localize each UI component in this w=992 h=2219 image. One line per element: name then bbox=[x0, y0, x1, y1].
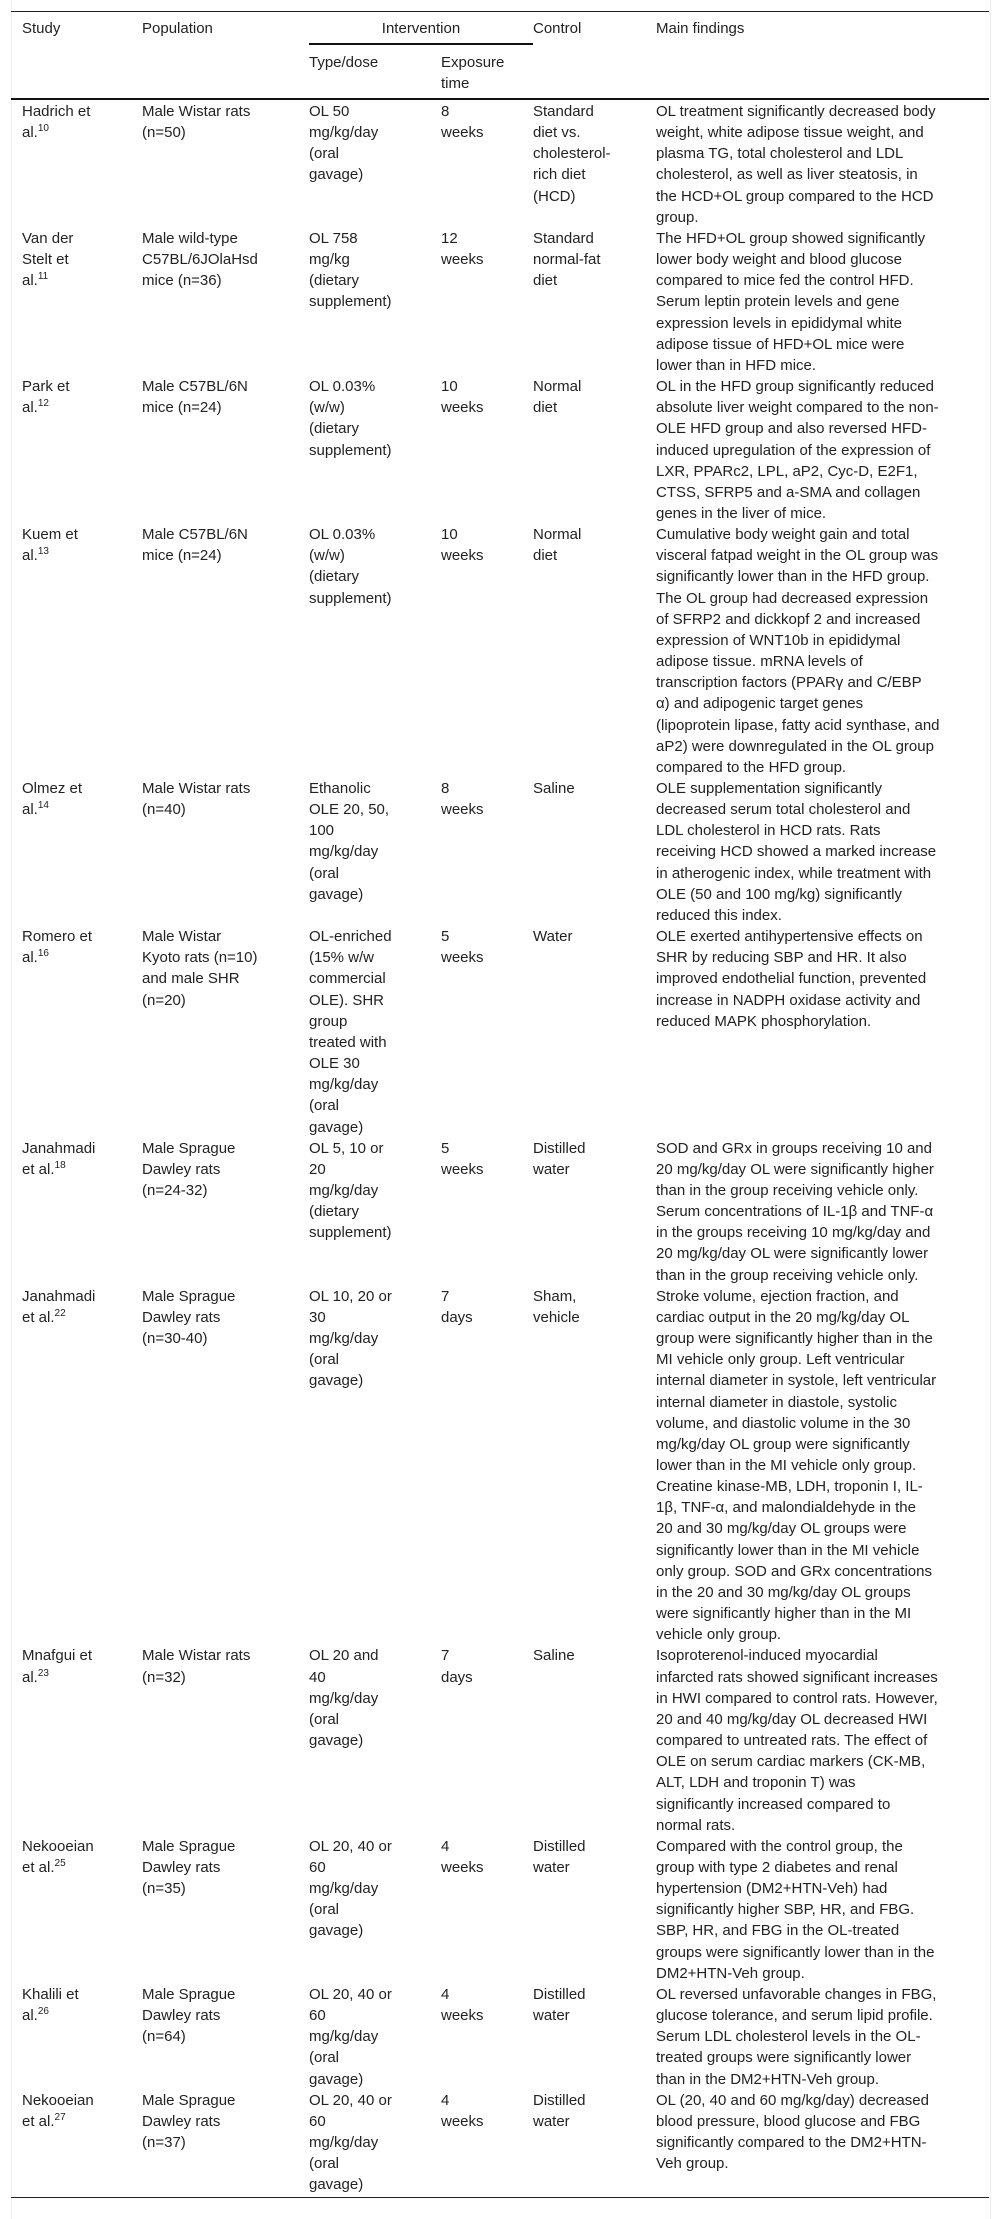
population-cell: Male Sprague Dawley rats (n=24-32) bbox=[142, 1139, 236, 1199]
study-cell bbox=[11, 926, 142, 1138]
study-cell bbox=[11, 1645, 142, 1835]
population-cell: Male Wistar Kyoto rats (n=10) and male SHR (n=20) bbox=[142, 928, 258, 1009]
table-row bbox=[11, 1836, 989, 1984]
type-dose-cell: OL 20, 40 or 60 mg/kg/day (oral gavage) bbox=[309, 2091, 392, 2194]
study-name: Nekooeian et al. bbox=[22, 1837, 94, 1876]
main-findings-cell: Compared with the control group, the group with type 2 diabetes and renal hypertension (DM2+HTN-Veh) had significantly higher SBP, HR, and FBG. SBP, HR, and FBG in the OL-treated groups were significantly lower than in the DM2+HTN-Veh group. bbox=[656, 1837, 935, 1982]
main-findings-cell: OLE supplementation significantly decreased serum total cholesterol and LDL cholesterol in HCD rats. Rats receiving HCD showed a marked increase in atherogenic index, while treatment with OLE (50 and 100 mg/kg) significantly reduced this index. bbox=[656, 780, 937, 924]
main-findings-cell: The HFD+OL group showed significantly lower body weight and blood glucose compared to mice fed the control HFD. Serum leptin protein levels and gene expression levels in epididymal white adipose tissue of HFD+OL mice were lower than in HFD mice. bbox=[656, 229, 926, 374]
intervention-rule bbox=[309, 43, 533, 45]
main-findings-cell: SOD and GRx in groups receiving 10 and 20 mg/kg/day OL were significantly higher than in the group receiving vehicle only. Serum concentrations of IL-1β and TNF-α in the groups receiving 10 mg/kg/day and 20 mg/kg/day OL were significantly lower than in the group receiving vehicle only. bbox=[656, 1139, 934, 1284]
study-cell bbox=[11, 101, 142, 228]
studies-table bbox=[11, 11, 989, 2198]
control-cell: Saline bbox=[533, 1647, 575, 1665]
reference-link[interactable]: 14 bbox=[37, 800, 49, 812]
control-cell: Standard normal-fat diet bbox=[533, 229, 601, 290]
population-cell: Male Sprague Dawley rats (n=64) bbox=[142, 1985, 236, 2046]
type-dose-cell: OL-enriched (15% w/w commercial OLE). SHR group treated with OLE 30 mg/kg/day (oral gavage) bbox=[309, 928, 392, 1136]
reference-link[interactable]: 23 bbox=[37, 1667, 49, 1679]
study-cell bbox=[11, 1286, 142, 1646]
control-cell: Distilled water bbox=[533, 2091, 586, 2130]
type-dose-cell: OL 10, 20 or 30 mg/kg/day (oral gavage) bbox=[309, 1287, 392, 1390]
reference-link[interactable]: 22 bbox=[54, 1307, 66, 1319]
type-dose-cell: OL 0.03% (w/w) (dietary supplement) bbox=[309, 378, 392, 459]
study-name: Mnafgui et al. bbox=[22, 1647, 93, 1686]
study-cell bbox=[11, 1984, 142, 2090]
study-name: Van der Stelt et al. bbox=[22, 229, 74, 290]
main-findings-cell: Stroke volume, ejection fraction, and cardiac output in the 20 mg/kg/day OL group were significantly higher than in the MI vehicle only group. Left ventricular internal diameter in systole, left ventricular internal diameter in diastole, systolic volume, and diastolic volume in the 30 mg/kg/day OL group were significantly lower than in the MI vehicle only group. Creatine kinase-MB, LDH, troponin I, IL- 1β, TNF-α, and malondialdehyde in the 20 and 30 mg/kg/day OL groups were significantly lower than in the MI vehicle only group. SOD and GRx concentrations in the 20 and 30 mg/kg/day OL groups were significantly higher than in the MI vehicle only group. bbox=[656, 1287, 937, 1644]
exposure-time-cell: 4 weeks bbox=[441, 1837, 484, 1876]
control-cell: Normal diet bbox=[533, 378, 582, 417]
study-cell bbox=[11, 2090, 142, 2196]
type-dose-cell: OL 758 mg/kg (dietary supplement) bbox=[309, 229, 392, 311]
reference-link[interactable]: 10 bbox=[37, 123, 49, 135]
population-cell: Male Sprague Dawley rats (n=35) bbox=[142, 1837, 236, 1898]
study-cell bbox=[11, 1138, 142, 1286]
main-findings-cell: OL (20, 40 and 60 mg/kg/day) decreased blood pressure, blood glucose and FBG significantly compared to the DM2+HTN- Veh group. bbox=[656, 2091, 929, 2173]
study-cell bbox=[11, 524, 142, 778]
control-cell: Water bbox=[533, 928, 573, 946]
header-population: Population bbox=[142, 20, 213, 37]
study-name: Khalili et al. bbox=[22, 1985, 79, 2025]
table-header bbox=[11, 12, 989, 100]
type-dose-cell: OL 20 and 40 mg/kg/day (oral gavage) bbox=[309, 1647, 379, 1750]
population-cell: Male Sprague Dawley rats (n=30-40) bbox=[142, 1287, 236, 1348]
table-row bbox=[11, 101, 989, 228]
study-cell bbox=[11, 228, 142, 376]
reference-link[interactable]: 11 bbox=[37, 271, 49, 283]
study-cell bbox=[11, 778, 142, 926]
study-name: Kuem et al. bbox=[22, 526, 78, 565]
exposure-time-cell: 8 weeks bbox=[441, 103, 484, 142]
study-cell bbox=[11, 376, 142, 524]
exposure-time-cell: 7 days bbox=[441, 1287, 473, 1326]
table-row bbox=[11, 1286, 989, 1646]
table-body bbox=[11, 100, 989, 2195]
reference-link[interactable]: 13 bbox=[37, 546, 49, 558]
population-cell: Male Wistar rats (n=50) bbox=[142, 103, 251, 142]
header-exposure-time: Exposure time bbox=[441, 54, 505, 92]
table-row bbox=[11, 1984, 989, 2090]
reference-link[interactable]: 12 bbox=[37, 398, 49, 410]
control-cell: Normal diet bbox=[533, 526, 582, 565]
header-intervention: Intervention bbox=[381, 20, 461, 37]
main-findings-cell: OL in the HFD group significantly reduced absolute liver weight compared to the non- OLE HFD group and also reversed HFD- induced upregulation of the expression of LXR, PPARc2, LPL, aP2, Cyc-D, E2F1, CTSS, SFRP5 and a-SMA and collagen genes in the liver of mice. bbox=[656, 378, 939, 522]
population-cell: Male C57BL/6N mice (n=24) bbox=[142, 526, 248, 565]
exposure-time-cell: 12 weeks bbox=[441, 229, 484, 269]
main-findings-cell: Cumulative body weight gain and total visceral fatpad weight in the OL group was significantly lower than in the HFD group. The OL group had decreased expression of SFRP2 and dickkopf 2 and increased expression of WNT10b in epididymal adipose tissue. mRNA levels of transcription factors (PPARγ and C/EBP α) and adipogenic target genes (lipoprotein lipase, fatty acid synthase, and aP2) were downregulated in the OL group compared to the HFD group. bbox=[656, 526, 940, 776]
main-findings-cell: Isoproterenol-induced myocardial infarcted rats showed significant increases in HWI compared to control rats. However, 20 and 40 mg/kg/day OL decreased HWI compared to untreated rats. The effect of OLE on serum cardiac markers (CK-MB, ALT, LDH and troponin T) was significantly increased compared to normal rats. bbox=[656, 1647, 938, 1834]
study-name: Park et al. bbox=[22, 378, 70, 417]
header-control: Control bbox=[533, 20, 582, 37]
table-row bbox=[11, 524, 989, 778]
table-row bbox=[11, 376, 989, 524]
exposure-time-cell: 4 weeks bbox=[441, 2091, 484, 2130]
control-cell: Standard diet vs. cholesterol- rich diet (HCD) bbox=[533, 103, 611, 205]
reference-link[interactable]: 18 bbox=[54, 1159, 66, 1171]
control-cell: Sham, vehicle bbox=[533, 1287, 580, 1326]
control-cell: Distilled water bbox=[533, 1837, 586, 1876]
reference-link[interactable]: 27 bbox=[54, 2111, 66, 2123]
header-study: Study bbox=[22, 20, 61, 37]
study-name: Janahmadi et al. bbox=[22, 1287, 96, 1326]
exposure-time-cell: 4 weeks bbox=[441, 1985, 484, 2025]
control-cell: Saline bbox=[533, 780, 575, 797]
exposure-time-cell: 8 weeks bbox=[441, 780, 484, 819]
control-cell: Distilled water bbox=[533, 1139, 586, 1178]
reference-link[interactable]: 26 bbox=[37, 2006, 49, 2018]
header-type-dose: Type/dose bbox=[309, 54, 379, 71]
main-findings-cell: OL reversed unfavorable changes in FBG, glucose tolerance, and serum lipid profile. Serum LDL cholesterol levels in the OL- treated groups were significantly lower than in the DM2+HTN-Veh group. bbox=[656, 1985, 937, 2088]
table-row bbox=[11, 778, 989, 926]
exposure-time-cell: 5 weeks bbox=[441, 928, 484, 967]
control-cell: Distilled water bbox=[533, 1985, 586, 2025]
reference-link[interactable]: 16 bbox=[37, 948, 49, 960]
study-name: Nekooeian et al. bbox=[22, 2091, 94, 2130]
reference-link[interactable]: 25 bbox=[54, 1857, 66, 1869]
exposure-time-cell: 10 weeks bbox=[441, 526, 484, 565]
type-dose-cell: OL 20, 40 or 60 mg/kg/day (oral gavage) bbox=[309, 1985, 392, 2088]
type-dose-cell: OL 5, 10 or 20 mg/kg/day (dietary supplement) bbox=[309, 1139, 392, 1242]
population-cell: Male Wistar rats (n=40) bbox=[142, 780, 251, 819]
type-dose-cell: OL 20, 40 or 60 mg/kg/day (oral gavage) bbox=[309, 1837, 392, 1940]
population-cell: Male C57BL/6N mice (n=24) bbox=[142, 378, 248, 417]
type-dose-cell: OL 50 mg/kg/day (oral gavage) bbox=[309, 103, 379, 184]
study-name: Romero et al. bbox=[22, 928, 93, 967]
type-dose-cell: Ethanolic OLE 20, 50, 100 mg/kg/day (oral gavage) bbox=[309, 780, 390, 903]
table-bottom-rule bbox=[11, 2197, 989, 2198]
header-main-findings: Main findings bbox=[656, 20, 745, 37]
main-findings-cell: OL treatment significantly decreased body weight, white adipose tissue weight, and plasma TG, total cholesterol and LDL cholesterol, as well as liver steatosis, in the HCD+OL group compared to the HCD group. bbox=[656, 103, 936, 226]
study-cell bbox=[11, 1836, 142, 1984]
exposure-time-cell: 5 weeks bbox=[441, 1139, 484, 1178]
type-dose-cell: OL 0.03% (w/w) (dietary supplement) bbox=[309, 526, 392, 607]
population-cell: Male wild-type C57BL/6JOlaHsd mice (n=36) bbox=[142, 229, 258, 290]
population-cell: Male Wistar rats (n=32) bbox=[142, 1647, 251, 1686]
main-findings-cell: OLE exerted antihypertensive effects on SHR by reducing SBP and HR. It also improved endothelial function, prevented increase in NADPH oxidase activity and reduced MAPK phosphorylation. bbox=[656, 928, 927, 1030]
population-cell: Male Sprague Dawley rats (n=37) bbox=[142, 2091, 236, 2151]
study-name: Olmez et al. bbox=[22, 780, 83, 819]
table-row bbox=[11, 1138, 989, 1286]
table-row bbox=[11, 228, 989, 376]
exposure-time-cell: 7 days bbox=[441, 1647, 473, 1686]
study-name: Hadrich et al. bbox=[22, 103, 91, 142]
study-name: Janahmadi et al. bbox=[22, 1139, 96, 1178]
exposure-time-cell: 10 weeks bbox=[441, 378, 484, 417]
table-row bbox=[11, 926, 989, 1138]
table-row bbox=[11, 1645, 989, 1835]
table-row bbox=[11, 2090, 989, 2196]
